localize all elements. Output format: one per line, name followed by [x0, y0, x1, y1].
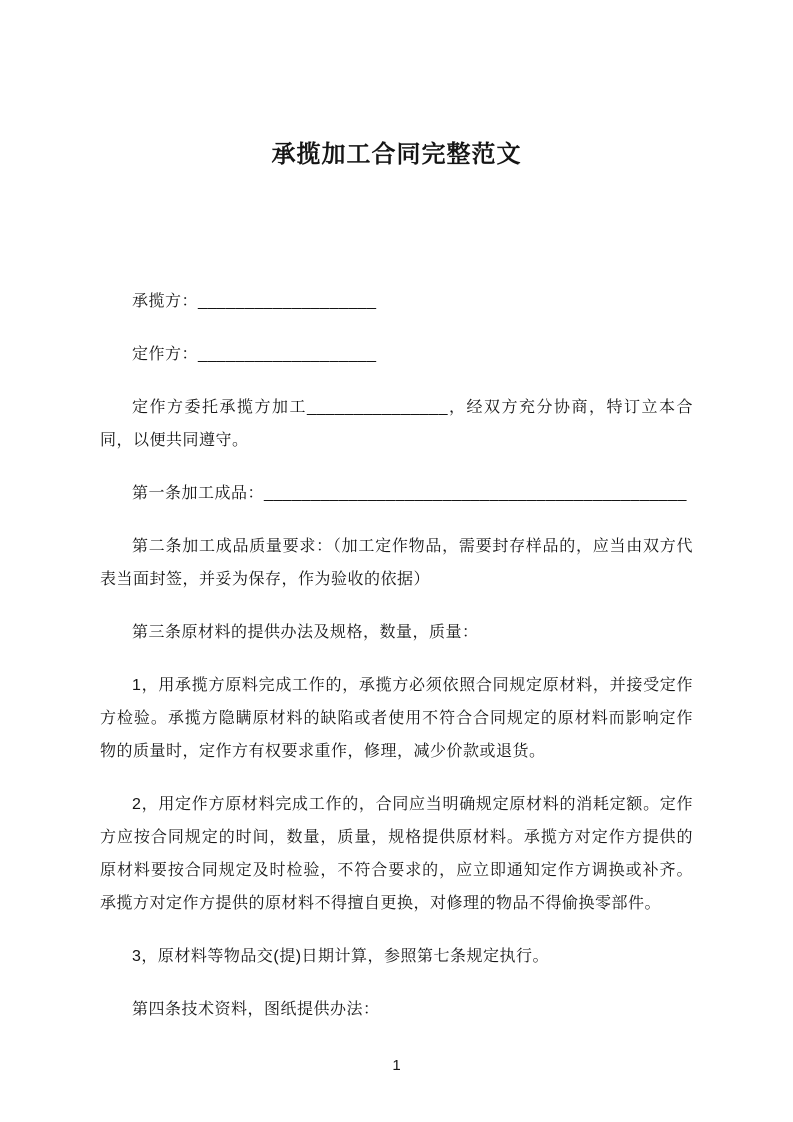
page-number: 1 — [392, 1057, 401, 1074]
article-4-technical-documents-heading: 第四条技术资料，图纸提供办法： — [132, 1001, 380, 1018]
article-3-item-3: 3，原材料等物品交(提)日期计算，参照第七条规定执行。 — [132, 948, 550, 965]
document-body — [100, 285, 693, 1026]
article-3-item-2: 2，用定作方原材料完成工作的，合同应当明确规定原材料的消耗定额。定作方应按合同规定的时间，数量，质量，规格提供原材料。承揽方对定作方提供的原材料要按合同规定及时检验，不符合要求的，应立即通知定作方调换或补齐。承揽方对定作方提供的原材料不得擅自更换，对修理的物品不得偷换零部件。 — [100, 796, 693, 912]
article-2-quality-requirements: 第二条加工成品质量要求：（加工定作物品，需要封存样品的，应当由双方代表当面封签，并妥为保存，作为验收的依据） — [100, 538, 693, 588]
party-orderer-line: 定作方：___________________ — [132, 346, 377, 363]
article-3-item-1: 1，用承揽方原料完成工作的，承揽方必须依照合同规定原材料，并接受定作方检验。承揽方隐瞒原材料的缺陷或者使用不符合合同规定的原材料而影响定作物的质量时，定作方有权要求重作，修理，减少价款或退货。 — [100, 677, 693, 760]
article-1-finished-product: 第一条加工成品：_____________________________________________ — [132, 485, 687, 502]
article-3-raw-materials-heading: 第三条原材料的提供办法及规格，数量，质量： — [132, 624, 479, 641]
preamble-paragraph: 定作方委托承揽方加工_______________，经双方充分协商，特订立本合同，以便共同遵守。 — [100, 399, 693, 449]
party-contractor-line: 承揽方：___________________ — [132, 293, 377, 310]
document-title: 承揽加工合同完整范文 — [271, 141, 522, 168]
